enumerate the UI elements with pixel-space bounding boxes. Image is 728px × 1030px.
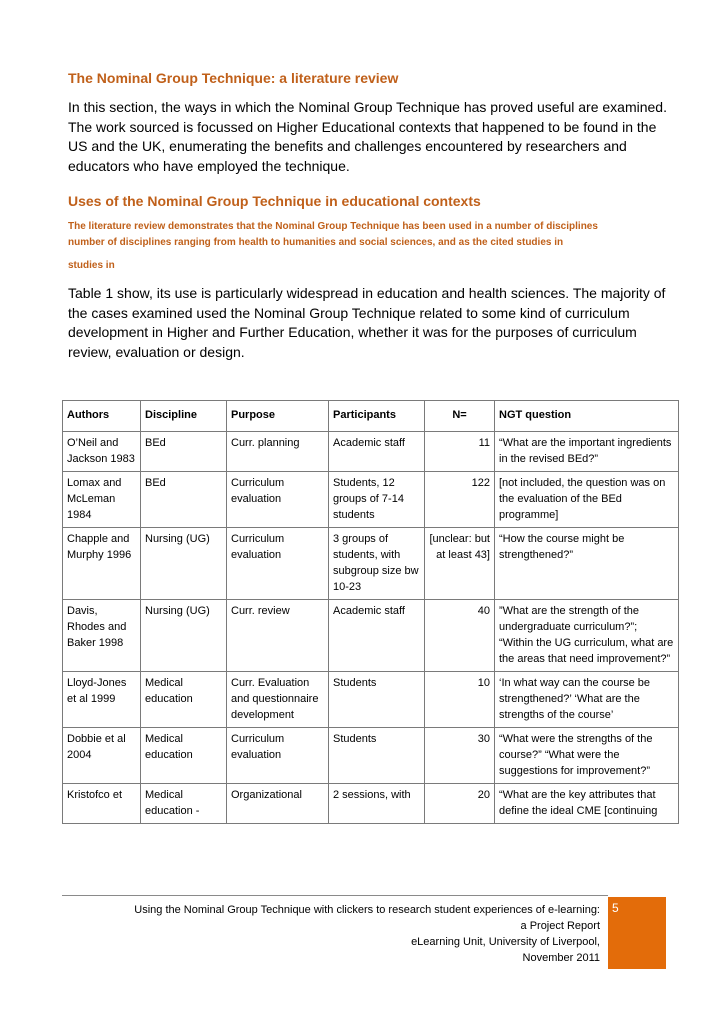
cell-purpose: Curr. Evaluation and questionnaire development [227, 672, 329, 728]
cell-discipline: BEd [141, 472, 227, 528]
intro-paragraph [68, 98, 668, 176]
body-line: development in Higher and Further Education, whether it was for the purposes of curriculum [68, 324, 637, 340]
cell-purpose: Curriculum evaluation [227, 728, 329, 784]
cell-purpose: Curr. planning [227, 432, 329, 472]
cell-n: 11 [425, 432, 495, 472]
cell-participants: 3 groups of students, with subgroup size bw 10-23 [329, 528, 425, 600]
cell-question: “What are the key attributes that define the ideal CME [continuing [495, 784, 679, 824]
cell-n: 10 [425, 672, 495, 728]
table-row [63, 672, 679, 728]
section-heading: The Nominal Group Technique: a literature review [68, 70, 399, 86]
table-header-row [63, 401, 679, 432]
table-row [63, 528, 679, 600]
cell-question: “What were the strengths of the course?” “What were the suggestions for improvement?” [495, 728, 679, 784]
intro-line: The work sourced is focussed on Higher Educational contexts that happened to be found in the [68, 118, 657, 135]
cell-purpose: Curriculum evaluation [227, 472, 329, 528]
table-row [63, 784, 679, 824]
cell-question: ‘In what way can the course be strengthened?’ ‘What are the strengths of the course’ [495, 672, 679, 728]
footer-line: a Project Report [520, 920, 600, 932]
header-ngt-question: NGT question [495, 401, 679, 432]
body-paragraph [68, 284, 678, 362]
small-text-fragment [68, 258, 668, 274]
cell-question: [not included, the question was on the evaluation of the BEd programme] [495, 472, 679, 528]
cell-authors: Kristofco et [63, 784, 141, 824]
cell-question: “How the course might be strengthened?” [495, 528, 679, 600]
cell-discipline: Medical education [141, 672, 227, 728]
cell-discipline: Medical education [141, 728, 227, 784]
cell-n: [unclear: but at least 43] [425, 528, 495, 600]
page-number-box [608, 897, 666, 969]
cell-authors: Dobbie et al 2004 [63, 728, 141, 784]
cell-question: ”What are the strength of the undergraduate curriculum?”; “Within the UG curriculum, what are the areas that need improvement?” [495, 600, 679, 672]
body-line: the cases examined used the Nominal Group Technique related to some kind of curriculum [68, 304, 630, 321]
body-line: Table 1 show, its use is particularly widespread in education and health sciences. The majority of [68, 285, 666, 301]
header-participants: Participants [329, 401, 425, 432]
cell-discipline: Nursing (UG) [141, 528, 227, 600]
footer-line: eLearning Unit, University of Liverpool, [411, 936, 600, 948]
footer-text [90, 902, 600, 966]
header-discipline: Discipline [141, 401, 227, 432]
table-row [63, 728, 679, 784]
cell-n: 30 [425, 728, 495, 784]
cell-question: “What are the important ingredients in the revised BEd?” [495, 432, 679, 472]
cell-participants: 2 sessions, with [329, 784, 425, 824]
footer-line: November 2011 [522, 952, 600, 964]
page-number: 5 [612, 901, 619, 915]
table-row [63, 472, 679, 528]
small-line: studies in [68, 260, 115, 271]
cell-discipline: Medical education - [141, 784, 227, 824]
cell-n: 122 [425, 472, 495, 528]
intro-line: educators who have employed the technique. [68, 157, 350, 174]
cell-authors: Lloyd-Jones et al 1999 [63, 672, 141, 728]
cell-discipline: Nursing (UG) [141, 600, 227, 672]
intro-line: US and the UK, enumerating the benefits and challenges encountered by researchers and [68, 138, 627, 154]
cell-participants: Students [329, 672, 425, 728]
small-line: The literature review demonstrates that the Nominal Group Technique has been used in a number of disciplines [68, 221, 598, 232]
header-purpose: Purpose [227, 401, 329, 432]
table-row [63, 432, 679, 472]
cell-authors: Davis, Rhodes and Baker 1998 [63, 600, 141, 672]
small-text-block [68, 219, 668, 251]
footer-line: Using the Nominal Group Technique with clickers to research student experiences of e-learning: [134, 904, 600, 916]
cell-authors: Chapple and Murphy 1996 [63, 528, 141, 600]
cell-authors: Lomax and McLeman 1984 [63, 472, 141, 528]
intro-line: In this section, the ways in which the Nominal Group Technique has proved useful are examined. [68, 99, 667, 115]
table-row [63, 600, 679, 672]
footer-divider [62, 895, 608, 896]
cell-participants: Students [329, 728, 425, 784]
cell-participants: Academic staff [329, 432, 425, 472]
cell-n: 20 [425, 784, 495, 824]
cell-authors: O’Neil and Jackson 1983 [63, 432, 141, 472]
ngt-studies-table [62, 400, 679, 824]
subsection-heading: Uses of the Nominal Group Technique in educational contexts [68, 193, 481, 209]
body-line: review, evaluation or design. [68, 343, 245, 360]
cell-discipline: BEd [141, 432, 227, 472]
cell-purpose: Curr. review [227, 600, 329, 672]
cell-n: 40 [425, 600, 495, 672]
header-n: N= [425, 401, 495, 432]
cell-participants: Students, 12 groups of 7-14 students [329, 472, 425, 528]
cell-participants: Academic staff [329, 600, 425, 672]
cell-purpose: Curriculum evaluation [227, 528, 329, 600]
small-line: number of disciplines ranging from health to humanities and social sciences, and as the cited studies in [68, 237, 564, 248]
header-authors: Authors [63, 401, 141, 432]
cell-purpose: Organizational [227, 784, 329, 824]
